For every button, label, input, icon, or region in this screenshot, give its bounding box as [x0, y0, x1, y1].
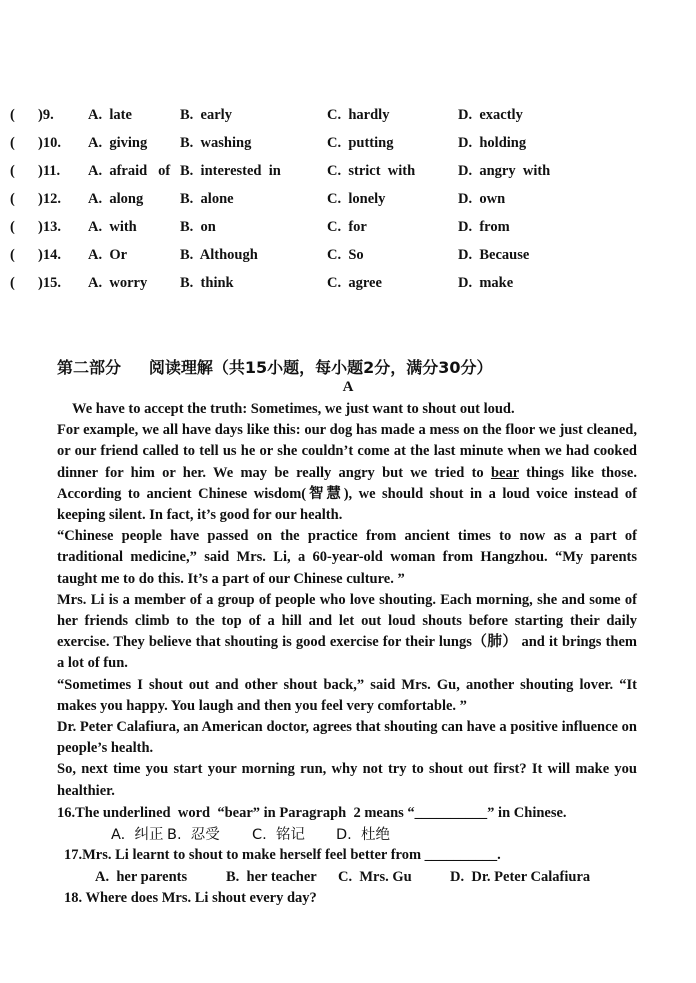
- section-title: 第二部分 阅读理解（共15小题，每小题2分，满分30分）: [57, 358, 493, 377]
- option-d: D. Dr. Peter Calafiura: [450, 869, 591, 885]
- option-d: D. angry with: [458, 163, 551, 179]
- answer-paren: (: [10, 275, 15, 291]
- option-b: B. 忍受: [167, 827, 220, 843]
- option-c: C. strict with: [327, 163, 416, 179]
- option-b: B. her teacher: [226, 869, 317, 885]
- choice-row: [0, 216, 696, 244]
- option-b: B. interested in: [180, 163, 281, 179]
- paragraph-2-end: things like those. According to ancient Chinese wisdom(智慧), we should shout in a loud voice instead of keeping silent. In fact, it’s good for our health.: [57, 464, 637, 524]
- reading-passage: [57, 399, 637, 802]
- option-b: B. Although: [180, 247, 258, 263]
- option-d: D. exactly: [458, 107, 523, 123]
- option-b: B. early: [180, 107, 232, 123]
- option-a: A. late: [88, 107, 132, 123]
- option-a: A. her parents: [95, 869, 188, 885]
- option-a: A. with: [88, 219, 137, 235]
- option-c: C. lonely: [327, 191, 386, 207]
- answer-paren: (: [10, 163, 15, 179]
- question-17: 17.Mrs. Li learnt to shout to make herself feel better from __________.: [64, 847, 501, 863]
- option-c: C. 铭记: [252, 827, 305, 843]
- choice-row: [0, 244, 696, 272]
- question-number: )14.: [38, 247, 61, 263]
- choice-row: [0, 160, 696, 188]
- option-a: A. along: [88, 191, 144, 207]
- choice-row: [0, 132, 696, 160]
- option-a: A. Or: [88, 247, 128, 263]
- question-18: 18. Where does Mrs. Li shout every day?: [64, 890, 317, 906]
- paragraph-1: We have to accept the truth: Sometimes, we just want to shout out loud.: [72, 401, 515, 417]
- question-number: )15.: [38, 275, 61, 291]
- question-number: )11.: [38, 163, 61, 179]
- choice-row: [0, 188, 696, 216]
- question-17-options: [0, 867, 696, 888]
- option-b: B. on: [180, 219, 216, 235]
- answer-paren: (: [10, 191, 15, 207]
- option-a: A. giving: [88, 135, 148, 151]
- paragraph-5: “Sometimes I shout out and other shout back,” said Mrs. Gu, another shouting lover. “It makes you happy. You laugh and then you feel very comfortable. ”: [57, 676, 637, 714]
- paragraph-6: Dr. Peter Calafiura, an American doctor, agrees that shouting can have a positive influence on people’s health.: [57, 719, 637, 757]
- paragraph-2-start: For example, we all have days like this: our dog has made a mess on the floor we just cleaned, or our friend called to tell us he or she couldn’t come at the last minute when we had cooked dinner for him or her. We may be really angry but we tried to: [57, 422, 637, 481]
- answer-paren: (: [10, 219, 15, 235]
- question-16-options: [0, 825, 696, 846]
- paragraph-2: [57, 420, 637, 526]
- option-c: C. putting: [327, 135, 394, 151]
- option-c: C. hardly: [327, 107, 390, 123]
- answer-paren: (: [10, 107, 15, 123]
- option-d: D. make: [458, 275, 514, 291]
- paragraph-3: “Chinese people have passed on the practice from ancient times to now as a part of traditional medicine,” said Mrs. Li, a 60-year-old woman from Hangzhou. “My parents taught me to do this. It’s a part of our Chinese culture. ”: [57, 528, 637, 587]
- choice-list: [0, 104, 696, 300]
- option-b: B. washing: [180, 135, 252, 151]
- option-d: D. from: [458, 219, 510, 235]
- answer-paren: (: [10, 247, 15, 263]
- option-a: A. afraid of: [88, 163, 171, 179]
- option-c: C. agree: [327, 275, 382, 291]
- option-b: B. think: [180, 275, 234, 291]
- option-c: C. for: [327, 219, 367, 235]
- choice-row: [0, 104, 696, 132]
- option-d: D. 杜绝: [336, 827, 390, 843]
- question-number: )9.: [38, 107, 54, 123]
- paragraph-4: Mrs. Li is a member of a group of people who love shouting. Each morning, she and some of her friends climb to the top of a hill and let out loud shouts before starting their daily exercise. They believe that shouting is good exercise for their lungs（肺） and it brings them a lot of fun.: [57, 591, 637, 672]
- option-c: C. So: [327, 247, 364, 263]
- question-number: )12.: [38, 191, 61, 207]
- passage-letter: A: [342, 379, 354, 395]
- option-d: D. Because: [458, 247, 530, 263]
- question-number: )13.: [38, 219, 61, 235]
- option-a: A. 纠正: [111, 827, 164, 843]
- option-c: C. Mrs. Gu: [338, 869, 412, 885]
- question-number: )10.: [38, 135, 61, 151]
- question-16: 16.The underlined word “bear” in Paragraph 2 means “__________” in Chinese.: [57, 805, 567, 821]
- option-b: B. alone: [180, 191, 234, 207]
- option-d: D. own: [458, 191, 506, 207]
- underlined-word: bear: [490, 464, 519, 481]
- option-d: D. holding: [458, 135, 527, 151]
- option-a: A. worry: [88, 275, 148, 291]
- choice-row: [0, 272, 696, 300]
- paragraph-7: So, next time you start your morning run, why not try to shout out first? It will make you healthier.: [57, 761, 637, 799]
- answer-paren: (: [10, 135, 15, 151]
